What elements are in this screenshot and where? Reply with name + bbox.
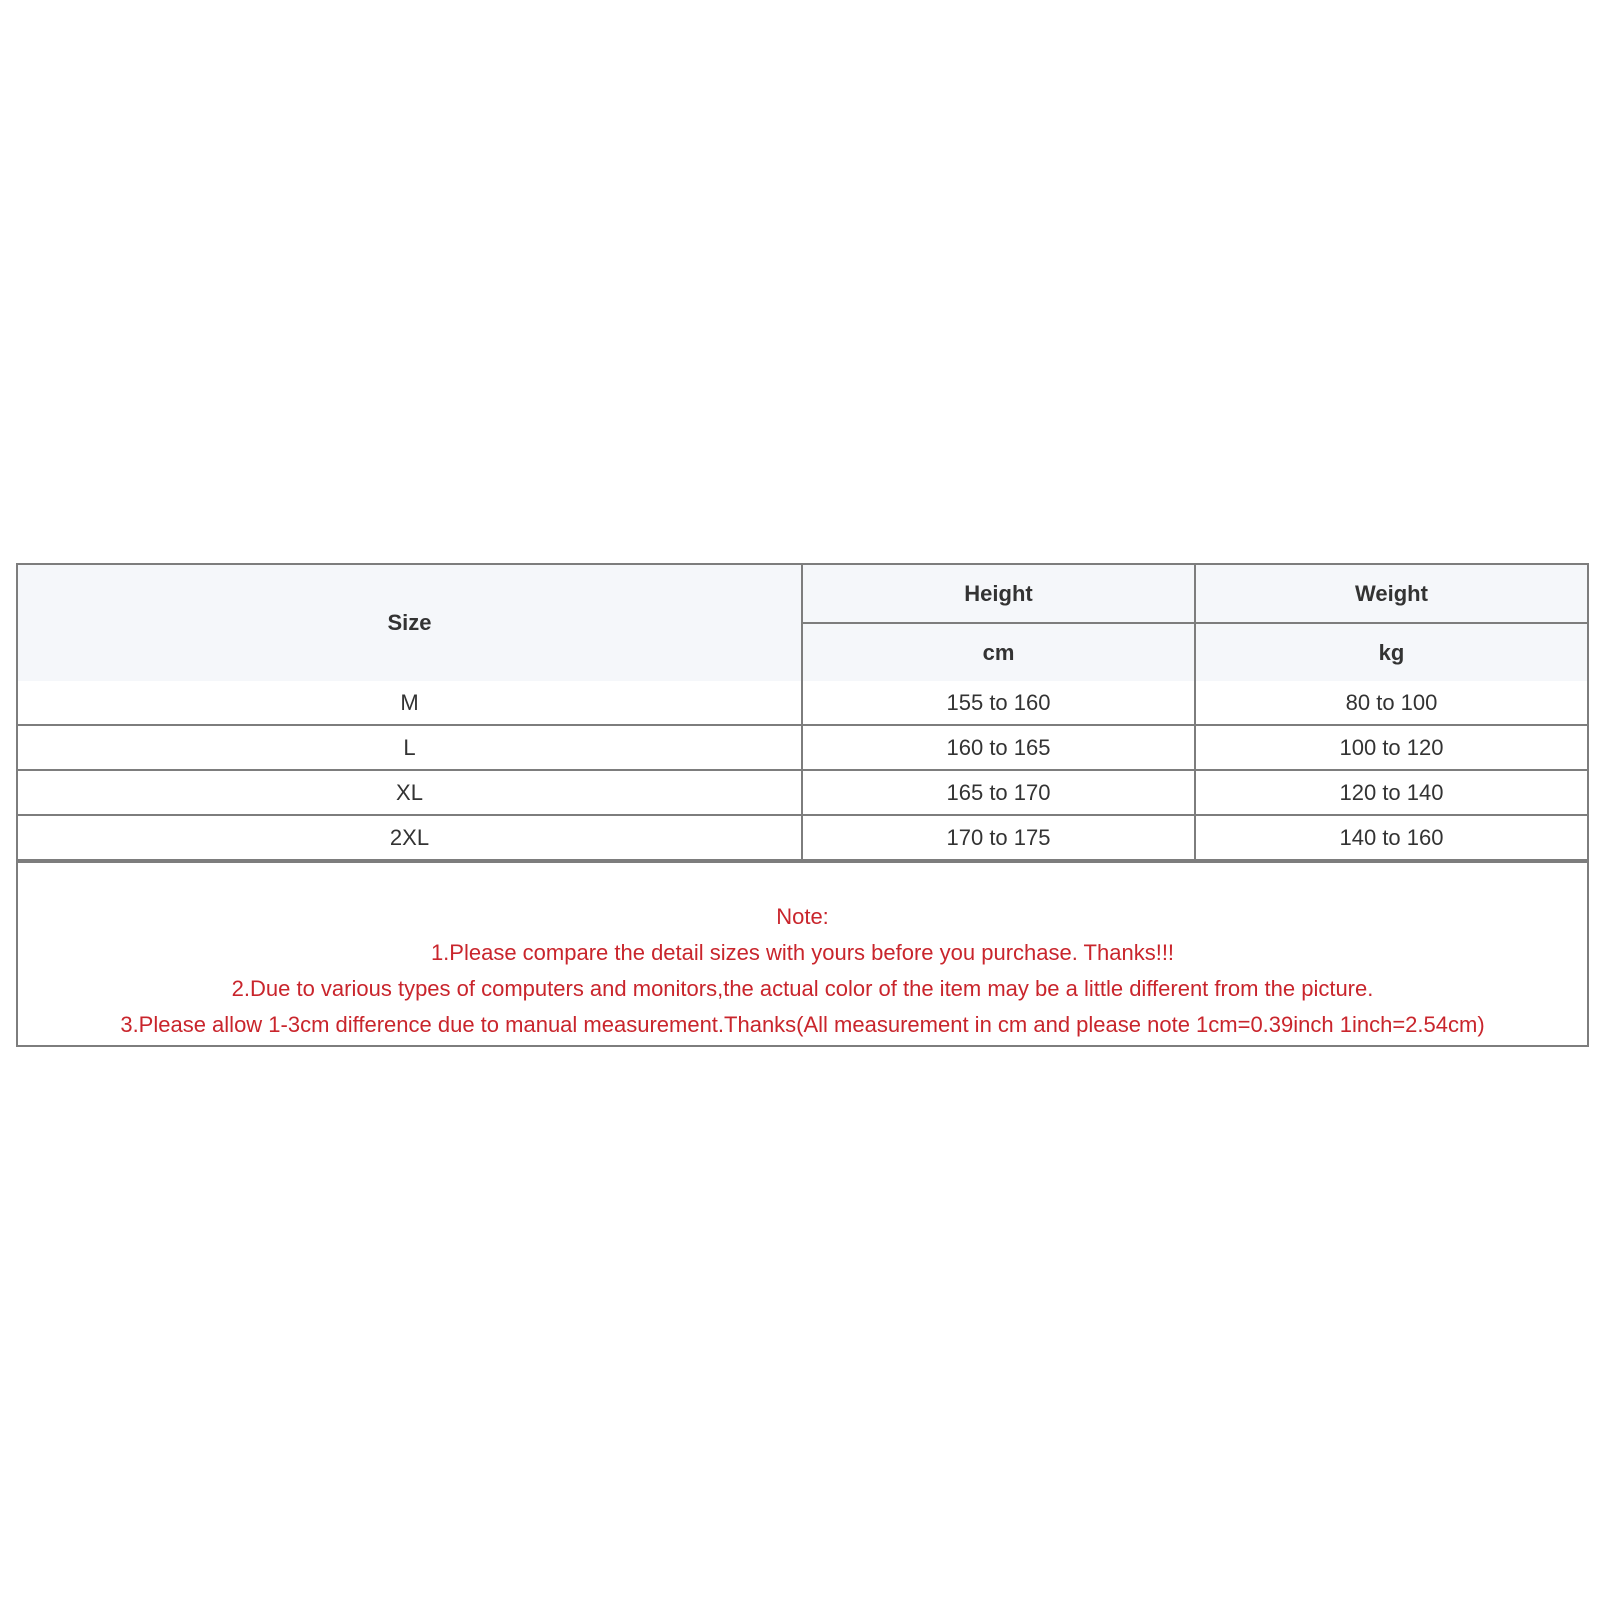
weight-column-header: Weight <box>1195 565 1587 623</box>
size-cell: XL <box>18 770 802 815</box>
size-cell: M <box>18 681 802 725</box>
weight-unit-header: kg <box>1195 623 1587 681</box>
header-row <box>18 565 1587 623</box>
table-body <box>18 681 1587 860</box>
height-column-header: Height <box>802 565 1195 623</box>
height-cell: 160 to 165 <box>802 725 1195 770</box>
weight-cell: 140 to 160 <box>1195 815 1587 860</box>
table-row <box>18 815 1587 860</box>
size-cell: L <box>18 725 802 770</box>
table-row <box>18 770 1587 815</box>
weight-cell: 100 to 120 <box>1195 725 1587 770</box>
table-row <box>18 725 1587 770</box>
table-row <box>18 681 1587 725</box>
note-line-1: 1.Please compare the detail sizes with yours before you purchase. Thanks!!! <box>430 940 1175 965</box>
weight-cell: 120 to 140 <box>1195 770 1587 815</box>
size-chart <box>16 563 1589 1047</box>
height-cell: 165 to 170 <box>802 770 1195 815</box>
note-section <box>18 861 1587 1045</box>
size-cell: 2XL <box>18 815 802 860</box>
note-title: Note: <box>776 904 829 929</box>
height-unit-header: cm <box>802 623 1195 681</box>
size-column-header: Size <box>18 565 802 681</box>
size-table <box>18 565 1587 861</box>
note-line-2: 2.Due to various types of computers and monitors,the actual color of the item may be a little different from the picture. <box>231 976 1374 1001</box>
height-cell: 155 to 160 <box>802 681 1195 725</box>
note-line-3: 3.Please allow 1-3cm difference due to manual measurement.Thanks(All measurement in cm and please note 1cm=0.39inch 1inch=2.54cm) <box>120 1012 1485 1037</box>
height-cell: 170 to 175 <box>802 815 1195 860</box>
weight-cell: 80 to 100 <box>1195 681 1587 725</box>
table-header <box>18 565 1587 681</box>
